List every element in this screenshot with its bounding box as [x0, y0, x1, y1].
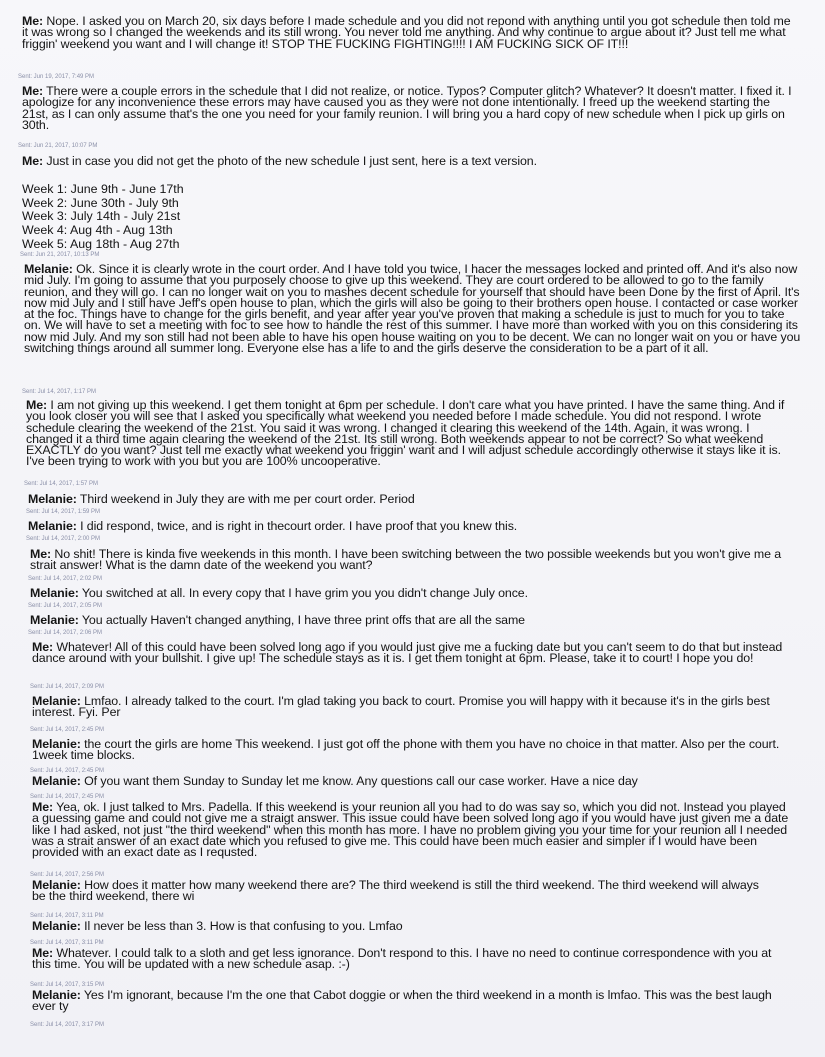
- message-text: Third weekend in July they are with me per court order. Period: [79, 492, 415, 506]
- schedule-week-1: Week 1: June 9th - June 17th: [22, 182, 184, 196]
- message-text: How does it matter how many weekend there are? The third weekend is still the third weekend. The third weekend will always be the third weekend, there wi: [32, 878, 759, 904]
- timestamp: Sent: Jun 21, 2017, 10:13 PM: [20, 252, 100, 258]
- message-8: [30, 549, 800, 572]
- message-text: Of you want them Sunday to Sunday let me know. Any questions call our case worker. Have a nice day: [84, 774, 638, 788]
- timestamp: Sent: Jul 14, 2017, 2:56 PM: [30, 872, 105, 878]
- sender: Melanie:: [32, 694, 81, 708]
- sender: Melanie:: [24, 262, 73, 276]
- timestamp: Sent: Jul 14, 2017, 2:00 PM: [26, 536, 101, 542]
- sender: Melanie:: [28, 492, 77, 506]
- message-2: [22, 156, 798, 167]
- message-4: [24, 264, 802, 354]
- message-13: [32, 739, 798, 762]
- sender: Melanie:: [30, 586, 79, 600]
- message-text: Il never be less than 3. How is that confusing to you. Lmfao: [84, 919, 403, 933]
- message-text: There were a couple errors in the schedule that I did not realize, or notice. Typos? Computer glitch? Whatever? It doesn't matter. I fixed it. I apologize for any inconvenience these errors may have caused you as they were not done intentionally. I freed up the weekend starting the 21st, as I can only assume that's the one you need for your family reunion. I will bring you a hard copy of new schedule when I pick up girls on 30th.: [22, 84, 792, 132]
- message-text: Whatever. I could talk to a sloth and get less ignorance. Don't respond to this. I have no need to continue correspondence with you at this time. You will be updated with a new schedule asap. :-): [32, 946, 772, 972]
- message-text: the court the girls are home This weekend. I just got off the phone with them you have no choice in that matter. Also per the court. 1week time blocks.: [32, 737, 780, 763]
- message-19: [32, 990, 792, 1013]
- timestamp: Sent: Jul 14, 2017, 2:06 PM: [28, 630, 103, 636]
- timestamp: Sent: Jul 14, 2017, 2:09 PM: [30, 684, 105, 690]
- timestamp: Sent: Jul 14, 2017, 1:57 PM: [24, 481, 99, 487]
- sender: Melanie:: [32, 737, 81, 751]
- message-7: [28, 521, 788, 532]
- message-text: Lmfao. I already talked to the court. I'm glad taking you back to court. Promise you will happy with it because it's in the girls best interest. Fyi. Per: [32, 694, 770, 720]
- sender: Me:: [30, 547, 52, 561]
- timestamp: Sent: Jul 14, 2017, 2:45 PM: [30, 727, 105, 733]
- sender: Melanie:: [32, 774, 81, 788]
- timestamp: Sent: Jul 14, 2017, 2:05 PM: [28, 603, 103, 609]
- message-18: [32, 948, 792, 971]
- message-text: Whatever! All of this could have been solved long ago if you would just give me a fucking date but you can't seem to do that but instead dance around with your bullshit. I give up! The schedule stays as it is. I get them tonight at 6pm. Please, take it to court! I hope you do!: [32, 640, 783, 666]
- schedule-text-list: [22, 183, 184, 252]
- message-text: Yes I'm ignorant, because I'm the one that Cabot doggie or when the third weekend in a month is lmfao. This was the best laugh ever ty: [32, 988, 772, 1014]
- timestamp: Sent: Jun 19, 2017, 7:49 PM: [18, 74, 95, 80]
- message-6: [28, 494, 788, 505]
- message-text: No shit! There is kinda five weekends in this month. I have been switching between the two possible weekends but you won't give me a strait answer! What is the damn date of the weekend you want?: [30, 547, 781, 573]
- timestamp: Sent: Jul 14, 2017, 3:11 PM: [30, 940, 104, 946]
- message-text: Just in case you did not get the photo of the new schedule I just sent, here is a text version.: [46, 154, 537, 168]
- sender: Melanie:: [32, 988, 81, 1002]
- message-5: [26, 400, 796, 468]
- timestamp: Sent: Jul 14, 2017, 3:15 PM: [30, 982, 105, 988]
- message-1: [22, 86, 798, 131]
- sender: Me:: [22, 14, 44, 28]
- message-text: You actually Haven't changed anything, I have three print offs that are all the same: [81, 613, 525, 627]
- sender: Melanie:: [32, 919, 81, 933]
- sender: Me:: [32, 946, 54, 960]
- sender: Me:: [26, 398, 48, 412]
- message-16: [32, 880, 772, 903]
- sender: Me:: [22, 84, 44, 98]
- sender: Melanie:: [32, 878, 81, 892]
- message-text: Ok. Since it is clearly wrote in the court order. And I have told you twice, I hacer the messages locked and printed off. And it's also now mid July. I'm going to assume that you purposely choose to give up this weekend. They are court ordered to be allowed to go to the family reunion, and they will go. I can no longer wait on you to mashes decent schedule for yourself that should have been Done by the first of April. It's now mid July and I still have Jeff's open house to plan, which the girls will also be going to their brothers open house. I contacted or case worker at the foc. Things have to change for the girls benefit, and year after year you've proven that making a schedule is just to much for you to take on. We will have to set a meeting with foc to see how to handle the rest of this summer. I have more than worked with you on this considering its now mid July. And my son still had not been able to have his open house waiting on you to be decent. We can no longer wait on you or have you switching things around all summer long. Everyone else has a life to and the girls deserve the consideration to be a part of it all.: [24, 262, 801, 356]
- timestamp: Sent: Jul 14, 2017, 2:02 PM: [28, 576, 103, 582]
- sender: Melanie:: [28, 519, 77, 533]
- message-text: I did respond, twice, and is right in thecourt order. I have proof that you knew this.: [80, 519, 518, 533]
- timestamp: Sent: Jul 14, 2017, 1:17 PM: [22, 389, 97, 395]
- timestamp: Sent: Jul 14, 2017, 1:59 PM: [26, 509, 101, 515]
- message-9: [30, 588, 790, 599]
- message-text: I am not giving up this weekend. I get them tonight at 6pm per schedule. I don't care what you have printed. I have the same thing. And if you look closer you will see that I asked you specifically what weekend you needed before I made schedule. You did not respond. I wrote schedule clearing the weekend of the 21st. You said it was wrong. I changed it clearing this weekend of the 14th. Again, it was wrong. I changed it a third time again clearing the weekend of the 21st. Its still wrong. Both weekends appear to not be correct? So what weekend EXACTLY do you want? Just tell me exactly what weekend you friggin' want and I will adjust schedule accordingly otherwise it stays like it is. I've been trying to work with you but you are 100% uncooperative.: [26, 398, 785, 469]
- message-15: [32, 802, 790, 858]
- sender: Me:: [22, 154, 44, 168]
- schedule-week-3: Week 3: July 14th - July 21st: [22, 209, 181, 224]
- sender: Me:: [32, 640, 54, 654]
- message-14: [32, 776, 798, 787]
- sender: Melanie:: [30, 613, 79, 627]
- sender: Me:: [32, 800, 54, 814]
- message-10: [30, 615, 790, 626]
- timestamp: Sent: Jul 14, 2017, 3:11 PM: [30, 913, 104, 919]
- schedule-week-4: Week 4: Aug 4th - Aug 13th: [22, 223, 173, 238]
- message-0: [22, 16, 792, 50]
- message-12: [32, 696, 798, 719]
- message-11: [32, 642, 794, 665]
- timestamp: Sent: Jun 21, 2017, 10:07 PM: [18, 143, 98, 149]
- message-17: [32, 921, 772, 932]
- message-text: Nope. I asked you on March 20, six days before I made schedule and you did not repond with anything until you got schedule then told me it was wrong so I changed the weekends and its still wrong. You never told me anything. And why continue to argue about it? Just tell me what friggin' weekend you want and I will change it! STOP THE FUCKING FIGHTING!!!! I AM FUCKING SICK OF IT!!!: [22, 14, 791, 51]
- schedule-week-2: Week 2: June 30th - July 9th: [22, 195, 179, 210]
- message-text: Yea, ok. I just talked to Mrs. Padella. If this weekend is your reunion all you had to do was say so, which you did not. Instead you played a guessing game and could not give me a straigt answer. This issue could have been solved long ago if you would have just given me a date like I had asked, not just "the third weekend" when this month has more. I have no problem giving you your time for your reunion all I needed was a strait answer of an exact date which you refused to give me. This could have been much easier and simpler if I would have been provided with an exact date as I requsted.: [32, 800, 789, 860]
- timestamp: Sent: Jul 14, 2017, 3:17 PM: [30, 1022, 105, 1028]
- timestamp: Sent: Jul 14, 2017, 2:45 PM: [30, 768, 105, 774]
- message-text: You switched at all. In every copy that I have grim you you didn't change July once.: [81, 586, 528, 600]
- schedule-week-5: Week 5: Aug 18th - Aug 27th: [22, 236, 180, 251]
- timestamp: Sent: Jul 14, 2017, 2:45 PM: [30, 794, 105, 800]
